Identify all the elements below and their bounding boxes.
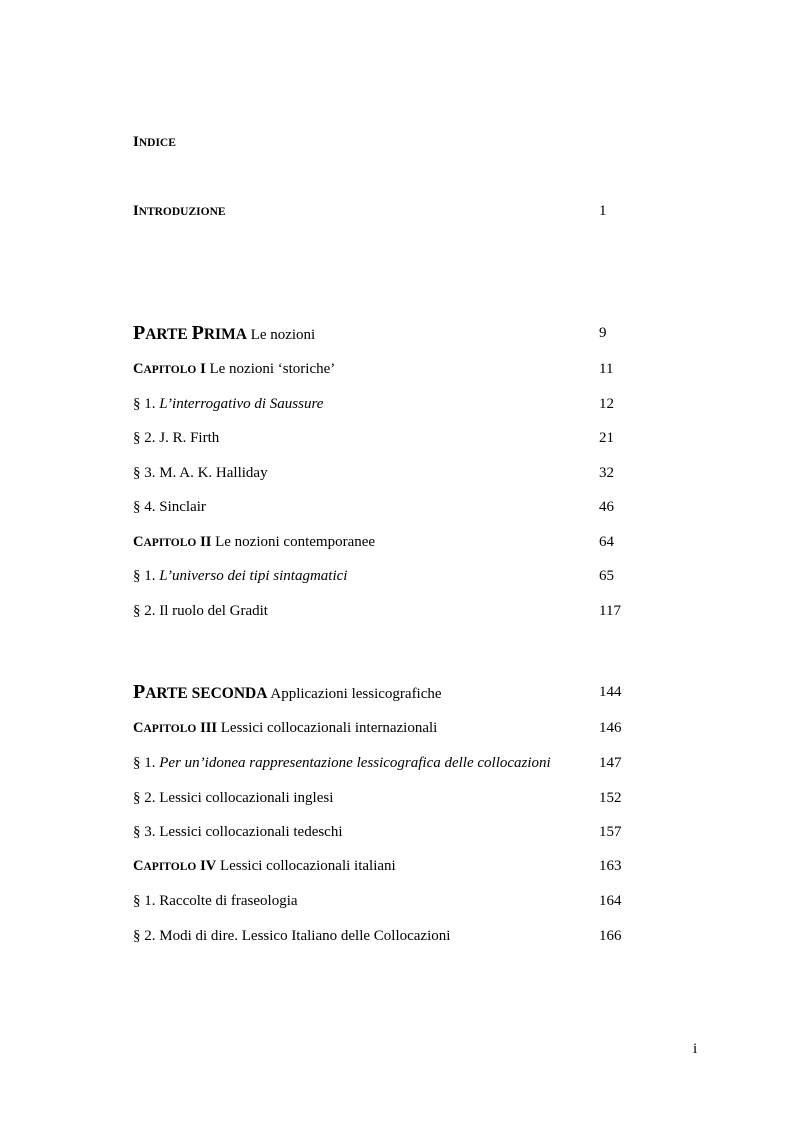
toc-section[interactable]: § 2. J. R. Firth 21 bbox=[133, 427, 633, 449]
toc-entry-introduzione[interactable]: INTRODUZIONE 1 bbox=[133, 200, 633, 222]
page-number: 65 bbox=[599, 568, 614, 584]
toc-section[interactable]: § 1. L’interrogativo di Saussure 12 bbox=[133, 393, 633, 415]
page-number: 32 bbox=[599, 465, 614, 481]
toc-section[interactable]: § 2. Lessici collocazionali inglesi 152 bbox=[133, 787, 633, 809]
toc-section[interactable]: § 2. Modi di dire. Lessico Italiano delle Collocazioni 166 bbox=[133, 925, 633, 947]
part-title: Applicazioni lessicografiche bbox=[270, 686, 442, 702]
chapter-title: Lessici collocazionali internazionali bbox=[220, 720, 438, 736]
part-label: PARTE PRIMA bbox=[133, 322, 247, 344]
chapter-label: CAPITOLO I bbox=[133, 361, 206, 377]
page-number: 166 bbox=[599, 928, 622, 944]
page-number: 21 bbox=[599, 430, 614, 446]
toc-section[interactable]: § 4. Sinclair 46 bbox=[133, 496, 633, 518]
page-number: 1 bbox=[599, 203, 607, 219]
toc-chapter-2[interactable] bbox=[133, 531, 633, 553]
toc-chapter-4[interactable] bbox=[133, 855, 633, 877]
page-number: 147 bbox=[599, 755, 622, 771]
toc-section[interactable]: § 3. M. A. K. Halliday 32 bbox=[133, 462, 633, 484]
page-number: 9 bbox=[599, 325, 607, 341]
page-number: 117 bbox=[599, 603, 621, 619]
part-label: PARTE SECONDA bbox=[133, 681, 268, 703]
toc-part-seconda[interactable] bbox=[133, 681, 633, 703]
toc-part-prima[interactable] bbox=[133, 322, 633, 344]
chapter-title: Lessici collocazionali italiani bbox=[219, 858, 396, 874]
toc-chapter-1[interactable] bbox=[133, 358, 633, 380]
page-number: 164 bbox=[599, 893, 622, 909]
toc-section[interactable]: § 1. Per un’idonea rappresentazione lessicografica delle collocazioni 147 bbox=[133, 752, 633, 774]
page-number: 11 bbox=[599, 361, 614, 377]
page-number: 144 bbox=[599, 684, 622, 700]
chapter-label: CAPITOLO II bbox=[133, 534, 212, 550]
toc-chapter-3[interactable] bbox=[133, 717, 633, 739]
page-number: 146 bbox=[599, 720, 622, 736]
page-title: INDICE bbox=[133, 134, 176, 150]
page-number: 157 bbox=[599, 824, 622, 840]
toc-section[interactable]: § 2. Il ruolo del Gradit 117 bbox=[133, 600, 633, 622]
part-title: Le nozioni bbox=[250, 327, 316, 343]
toc-section[interactable]: § 3. Lessici collocazionali tedeschi 157 bbox=[133, 821, 633, 843]
page-number: 46 bbox=[599, 499, 614, 515]
toc-section[interactable]: § 1. L’universo dei tipi sintagmatici 65 bbox=[133, 565, 633, 587]
toc-section[interactable]: § 1. Raccolte di fraseologia 164 bbox=[133, 890, 633, 912]
page-number: 64 bbox=[599, 534, 614, 550]
chapter-label: CAPITOLO IV bbox=[133, 858, 217, 874]
page-number: 12 bbox=[599, 396, 614, 412]
chapter-title: Le nozioni contemporanee bbox=[215, 534, 376, 550]
page-footer-number: i bbox=[693, 1041, 698, 1057]
page-number: 152 bbox=[599, 790, 622, 806]
chapter-title: Le nozioni ‘storiche’ bbox=[209, 361, 336, 377]
chapter-label: CAPITOLO III bbox=[133, 720, 217, 736]
page-number: 163 bbox=[599, 858, 622, 874]
